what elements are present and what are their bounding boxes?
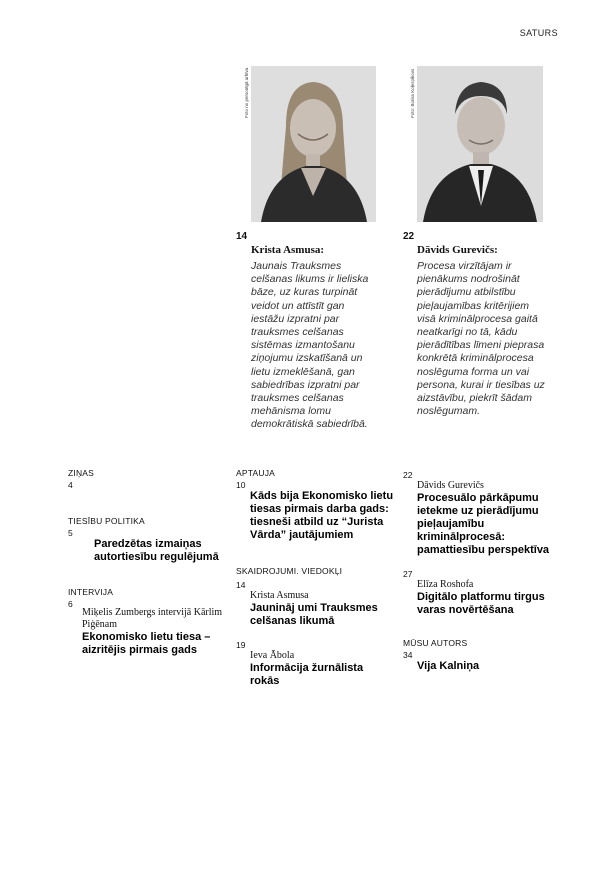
toc-section-label: ZIŅAS: [68, 468, 95, 478]
toc-entry-tiesibu-politika[interactable]: [68, 516, 228, 564]
toc-article-author: Dāvids Gurevičs: [417, 480, 484, 491]
toc-article-author: Krista Asmusa: [250, 590, 309, 601]
toc-page-number: 34: [403, 650, 413, 660]
toc-article-title: Vija Kalniņa: [417, 660, 480, 672]
toc-article-title: Informācija žurnālista rokās: [250, 662, 364, 687]
toc-article-author: Miķelis Zumbergs intervijā Kārlim Piģēnam: [82, 607, 223, 630]
toc-article-title: Kāds bija Ekonomisko lietu tiesas pirmais darba gads: tiesneši atbild uz “Jurista Vārda” jautājumiem: [250, 490, 394, 541]
toc-page-number: 6: [68, 599, 73, 609]
toc-article-author: Elīza Roshofa: [417, 579, 474, 590]
toc-page-number: 14: [236, 580, 246, 590]
feature-page-number: 22: [403, 231, 415, 242]
photo-credit-1: Foto no personīgā arhīva: [244, 67, 249, 118]
toc-section-label: INTERVIJA: [68, 587, 114, 597]
toc-page-number: 19: [236, 640, 246, 650]
toc-entry-aptauja[interactable]: [236, 468, 396, 542]
section-header: SATURS: [519, 28, 558, 38]
toc-article-title: Procesuālo pārkāpumu ietekme uz pierādījumu pieļaujamību kriminālprocesā: pamattiesību perspektīva: [417, 492, 550, 556]
feature-person-name: Krista Asmusa:: [251, 244, 325, 256]
feature-person-name: Dāvids Gurevičs:: [417, 244, 498, 256]
toc-entry-asmusa[interactable]: [236, 578, 396, 628]
photo-credit-2: Foto: Boriss Koļesņikovs: [410, 68, 415, 118]
toc-entry-intervija[interactable]: [68, 587, 228, 657]
portrait-davids-gurevics: [417, 66, 543, 222]
toc-section-label: TIESĪBU POLITIKA: [68, 516, 145, 526]
feature-quote: Jaunais Trauksmes celšanas likums ir lieliska bāze, uz kuras turpināt veidot un attīstīt gan iestāžu izpratni par trauksmes celšanas sistēmas izmantošanu ziņojumu izskatīšanā un lietu izmeklēšanā, gan sabiedrības izpratni par trauksmes celšanas mehānisma lomu demokrātiskā sabiedrībā.: [251, 260, 369, 431]
toc-page-number: 22: [403, 470, 413, 480]
toc-entry-zinas[interactable]: [68, 468, 94, 490]
toc-article-title: Ekonomisko lietu tiesa – aizritējis pirmais gads: [82, 631, 211, 656]
toc-article-author: Ieva Ābola: [250, 650, 295, 661]
toc-page-number: 5: [68, 528, 73, 538]
toc-entry-roshofa[interactable]: [403, 567, 563, 617]
toc-entry-musu-autors[interactable]: [403, 638, 563, 673]
toc-page-number: 27: [403, 569, 413, 579]
toc-article-title: Paredzētas izmaiņas autortiesību regulējumā: [94, 538, 219, 563]
toc-entry-gurevics[interactable]: [403, 468, 563, 557]
portrait-krista-asmusa: [251, 66, 376, 222]
toc-article-title: Digitālo platformu tirgus varas novērtēšana: [417, 591, 545, 616]
toc-section-label: MŪSU AUTORS: [403, 638, 468, 648]
feature-quote: Procesa virzītājam ir pienākums nodrošināt pierādījumu atbilstību pieļaujamības kritērijiem visā kriminālprocesa gaitā neatkarīgi no tā, kādu pierādītības līmeni pieprasa konkrētā kriminālprocesa noslēguma forma un vai persona, kurai ir tiesības uz aizstāvību, piekrīt šādam noslēgumam.: [417, 260, 545, 418]
toc-page-number: 4: [68, 480, 73, 490]
toc-section-label: APTAUJA: [236, 468, 276, 478]
toc-entry-abola[interactable]: [236, 638, 396, 688]
toc-article-title: Jaunināj umi Trauksmes celšanas likumā: [250, 602, 378, 627]
toc-section-label: SKAIDROJUMI. VIEDOKĻI: [236, 566, 343, 576]
toc-page-number: 10: [236, 480, 246, 490]
feature-page-number: 14: [236, 231, 248, 242]
